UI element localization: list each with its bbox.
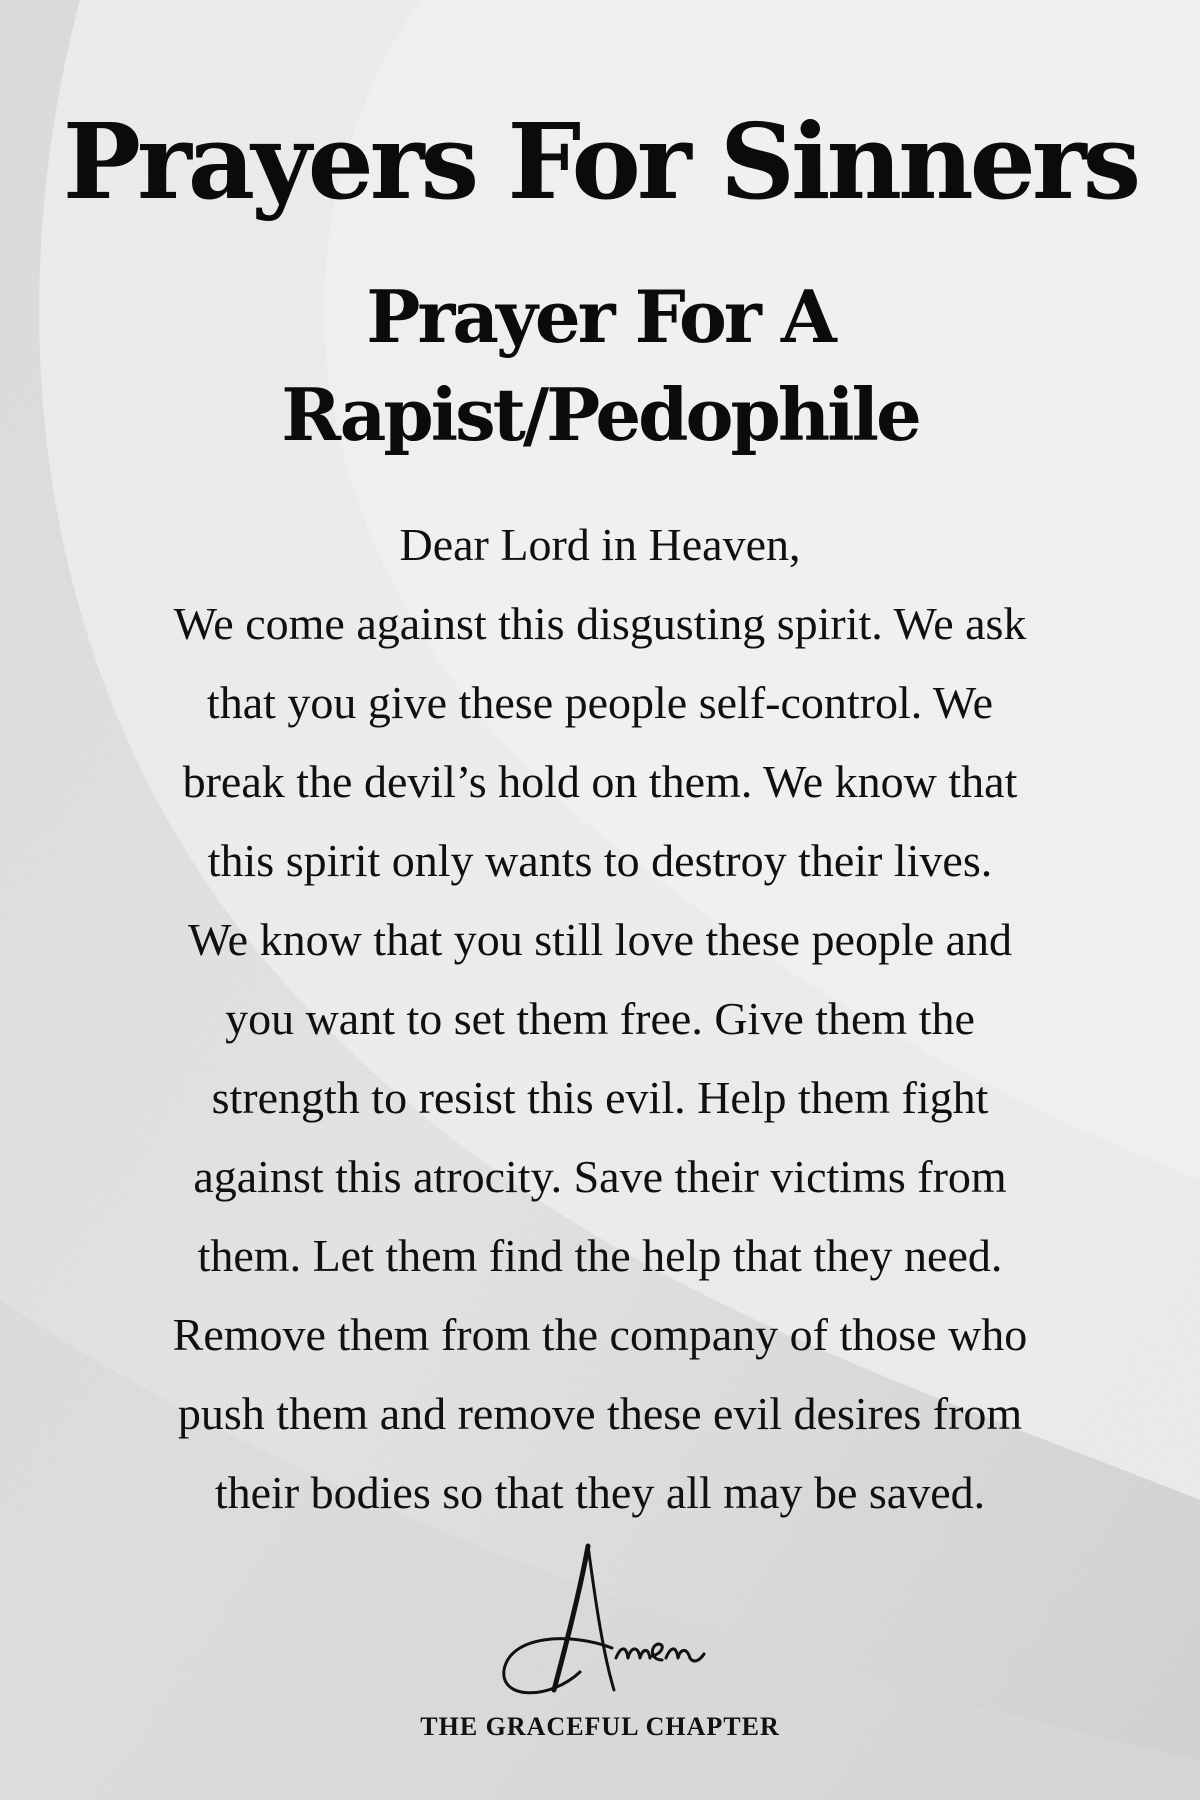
prayer-line: you want to set them free. Give them the	[225, 993, 975, 1044]
prayer-line: We come against this disgusting spirit. We ask	[173, 598, 1027, 649]
prayer-subtitle	[0, 268, 1200, 464]
prayer-body	[0, 505, 1200, 1532]
page-title: Prayers For Sinners	[62, 100, 1138, 223]
brand-footer: THE GRACEFUL CHAPTER	[420, 1712, 780, 1741]
prayer-line: against this atrocity. Save their victims from	[193, 1151, 1007, 1202]
prayer-line: strength to resist this evil. Help them fight	[211, 1072, 989, 1123]
amen-signature-icon	[490, 1540, 720, 1710]
prayer-line: We know that you still love these people and	[187, 914, 1013, 965]
prayer-line: Dear Lord in Heaven,	[399, 519, 801, 570]
prayer-line: them. Let them find the help that they need.	[197, 1230, 1003, 1281]
prayer-line: their bodies so that they all may be saved.	[214, 1467, 986, 1518]
prayer-line: Remove them from the company of those who	[172, 1309, 1028, 1360]
subtitle-line: Prayer For A	[366, 274, 834, 359]
prayer-line: break the devil’s hold on them. We know that	[182, 756, 1018, 807]
subtitle-line: Rapist/Pedophile	[281, 372, 919, 457]
prayer-line: that you give these people self-control. We	[206, 677, 994, 728]
prayer-line: push them and remove these evil desires from	[177, 1388, 1023, 1439]
prayer-line: this spirit only wants to destroy their lives.	[207, 835, 993, 886]
